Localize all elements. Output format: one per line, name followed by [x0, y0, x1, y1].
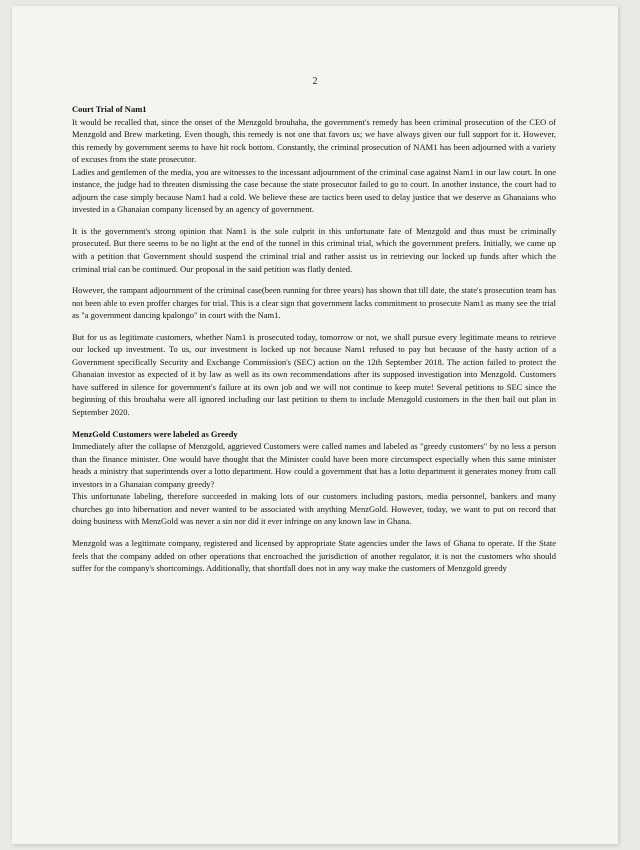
paragraph: It would be recalled that, since the onset of the Menzgold brouhaha, the government's remedy has been criminal prosecution of the CEO of Menzgold and Brew marketing. Even though, this remedy is not one that favors us; we have always given our full support for it. However, this remedy by government seems to have hit rock bottom. Constantly, the criminal prosecution of NAM1 has been adjourned with a variety of excuses from the state prosecutor.: [72, 116, 556, 165]
document-body: [72, 103, 556, 575]
paragraph: Menzgold was a legitimate company, registered and licensed by appropriate State agencies under the laws of Ghana to operate. If the State feels that the company added on other operations that encroached the jurisdiction of another regulator, it is not the customers who should suffer for the company's shortcomings. Additionally, that shortfall does not in any way make the customers of Menzgold greedy: [72, 537, 556, 574]
document-page: [12, 6, 618, 844]
paragraph: This unfortunate labeling, therefore succeeded in making lots of our customers including pastors, media personnel, bankers and many churches go into hibernation and never wanted to be associated with anything MenzGold. However, today, we want to put on record that doing business with MenzGold was never a sin nor did it ever infringe on any known law in Ghana.: [72, 491, 556, 527]
section-heading-greedy-label: MenzGold Customers were labeled as Greedy: [72, 428, 238, 439]
page-number: 2: [312, 76, 318, 87]
paragraph: Immediately after the collapse of Menzgold, aggrieved Customers were called names and labeled as "greedy customers" by no less a person than the finance minister. One would have thought that the Minister could have been more circumspect especially when this same minister heads a ministry that superintends over a lotto department. How could a government that has a lotto department it generates money from call investors in a Ghanaian company greedy?: [72, 441, 556, 489]
paragraph: However, the rampant adjournment of the criminal case(been running for three years) has shown that till date, the state's prosecution team has not been able to even proffer charges for trial. This is a clear sign that government lacks commitment to prosecute Nam1 as many see the trial as "a government dancing kpalongo" in court with the Nam1.: [72, 285, 556, 321]
section-heading-court-trial: Court Trial of Nam1: [72, 104, 147, 114]
paragraph: It is the government's strong opinion that Nam1 is the sole culprit in this unfortunate fate of Menzgold and thus must be criminally prosecuted. But there seems to be no light at the end of the tunnel in this criminal trial, which the government prefers. Initially, we came up with a petition that Government should suspend the criminal trial and rather assist us in retrieving our locked up funds after which the criminal trial can be continued. Our proposal in the said petition was flatly denied.: [72, 225, 556, 274]
paragraph: But for us as legitimate customers, whether Nam1 is prosecuted today, tomorrow or not, we shall pursue every legitimate means to retrieve our locked up investment. To us, our investment is locked up not because Nam1 refused to pay but because of the hasty action of a Government specifically Security and Exchange Commission's (SEC) action on the 12th September 2018. The action failed to protect the Ghanaian investor as expected of it by law as well as its own recommendations after its supposed investigation into Menzgold. Customers have suffered in silence for government's failure at its own job and we will not continue to keep mute! Several petitions to SEC since the beginning of this brouhaha were all ignored including our last petition to them to include Menzgold customers in the then bail out plan in September 2020.: [72, 331, 556, 418]
paragraph: Ladies and gentlemen of the media, you are witnesses to the incessant adjournment of the criminal case against Nam1 in our law court. In one instance, the judge had to threaten dismissing the case because the state prosecutor failed to go to court. In another instance, the court had to adjourn the case simply because Nam1 had a cold. We believe these are tactics been used to delay justice that we deserve as Ghanaians who invested in a Ghanaian company licensed by an agency of government.: [72, 166, 556, 215]
